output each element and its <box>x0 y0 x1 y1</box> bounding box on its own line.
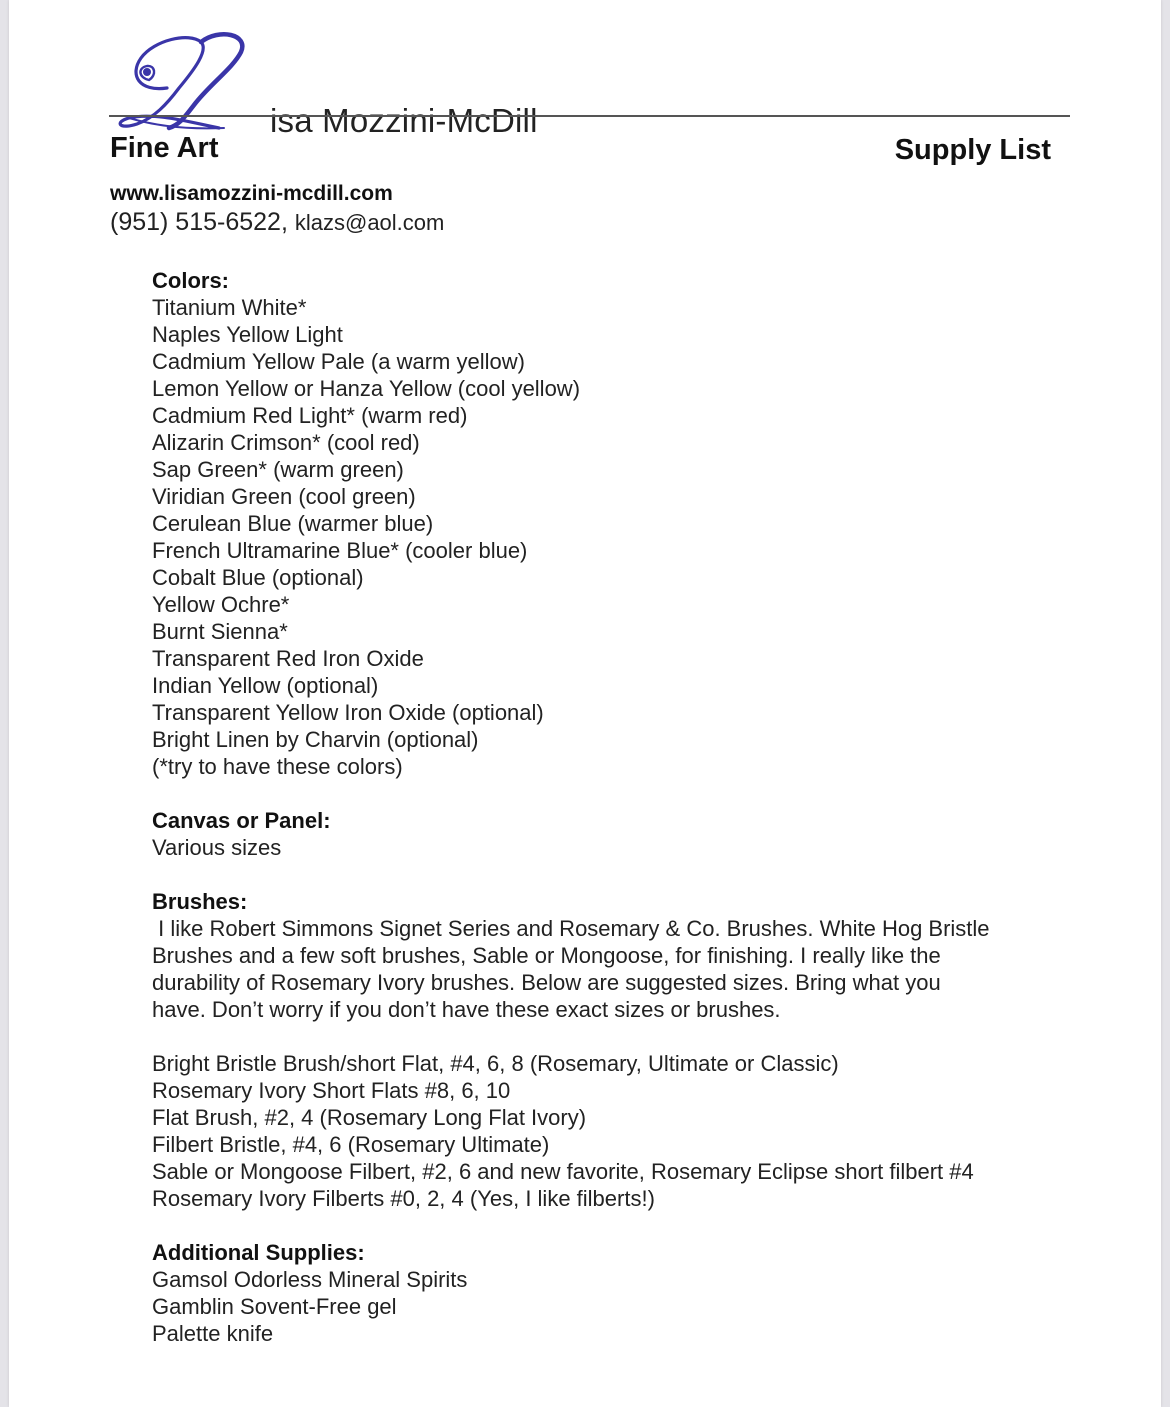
list-item: Cadmium Yellow Pale (a warm yellow) <box>152 349 525 374</box>
list-item: Various sizes <box>152 835 282 860</box>
section-title-colors: Colors: <box>152 268 229 293</box>
brushes-intro-line: durability of Rosemary Ivory brushes. Below are suggested sizes. Bring what you <box>152 970 941 995</box>
website-link[interactable]: www.lisamozzini-mcdill.com <box>110 182 393 205</box>
list-item: Gamblin Sovent-Free gel <box>152 1294 397 1319</box>
contact-line <box>110 210 444 235</box>
logo <box>109 30 1089 139</box>
list-item: Cerulean Blue (warmer blue) <box>152 511 434 536</box>
fine-art-heading: Fine Art <box>110 132 219 164</box>
document-page <box>9 0 1161 1407</box>
list-item: Viridian Green (cool green) <box>152 484 416 509</box>
list-item: Lemon Yellow or Hanza Yellow (cool yellow) <box>152 376 581 401</box>
list-item: Flat Brush, #2, 4 (Rosemary Long Flat Ivory) <box>152 1105 587 1130</box>
list-item: Alizarin Crimson* (cool red) <box>152 430 420 455</box>
brushes-intro-line: Brushes and a few soft brushes, Sable or Mongoose, for finishing. I really like the <box>152 943 941 968</box>
script-l-logo-icon <box>109 30 279 135</box>
section-title-brushes: Brushes: <box>152 889 248 914</box>
section-title-canvas: Canvas or Panel: <box>152 808 331 833</box>
section-title-additional: Additional Supplies: <box>152 1240 365 1265</box>
list-item: Indian Yellow (optional) <box>152 673 379 698</box>
list-item: Yellow Ochre* <box>152 592 290 617</box>
colors-list <box>152 294 1062 780</box>
list-item: Cadmium Red Light* (warm red) <box>152 403 468 428</box>
list-item: (*try to have these colors) <box>152 754 403 779</box>
brushes-section <box>152 888 1062 1212</box>
list-item: Bright Linen by Charvin (optional) <box>152 727 479 752</box>
list-item: Titanium White* <box>152 295 307 320</box>
canvas-section <box>152 807 1062 861</box>
list-item: Burnt Sienna* <box>152 619 288 644</box>
list-item: Sable or Mongoose Filbert, #2, 6 and new favorite, Rosemary Eclipse short filbert #4 <box>152 1159 974 1184</box>
list-item: Naples Yellow Light <box>152 322 343 347</box>
brushes-intro-line: I like Robert Simmons Signet Series and Rosemary & Co. Brushes. White Hog Bristle <box>152 916 990 941</box>
list-item: Bright Bristle Brush/short Flat, #4, 6, 8 (Rosemary, Ultimate or Classic) <box>152 1051 839 1076</box>
artist-name: isa Mozzini-McDill <box>270 102 538 139</box>
list-item: Sap Green* (warm green) <box>152 457 404 482</box>
list-item: Rosemary Ivory Short Flats #8, 6, 10 <box>152 1078 511 1103</box>
supply-content <box>152 267 1062 1347</box>
email-link[interactable]: klazs@aol.com <box>294 210 445 235</box>
colors-section <box>152 267 1062 780</box>
list-item: Transparent Yellow Iron Oxide (optional) <box>152 700 544 725</box>
list-item: Transparent Red Iron Oxide <box>152 646 424 671</box>
phone-number: (951) 515-6522, <box>110 208 288 236</box>
supply-list-heading: Supply List <box>894 134 1051 166</box>
list-item: French Ultramarine Blue* (cooler blue) <box>152 538 528 563</box>
header-rule <box>109 115 1070 117</box>
list-item: Gamsol Odorless Mineral Spirits <box>152 1267 468 1292</box>
list-item: Cobalt Blue (optional) <box>152 565 364 590</box>
list-item: Palette knife <box>152 1321 274 1346</box>
list-item: Filbert Bristle, #4, 6 (Rosemary Ultimate) <box>152 1132 550 1157</box>
additional-section <box>152 1239 1062 1347</box>
brushes-intro-line: have. Don’t worry if you don’t have these exact sizes or brushes. <box>152 997 781 1022</box>
list-item: Rosemary Ivory Filberts #0, 2, 4 (Yes, I like filberts!) <box>152 1186 655 1211</box>
